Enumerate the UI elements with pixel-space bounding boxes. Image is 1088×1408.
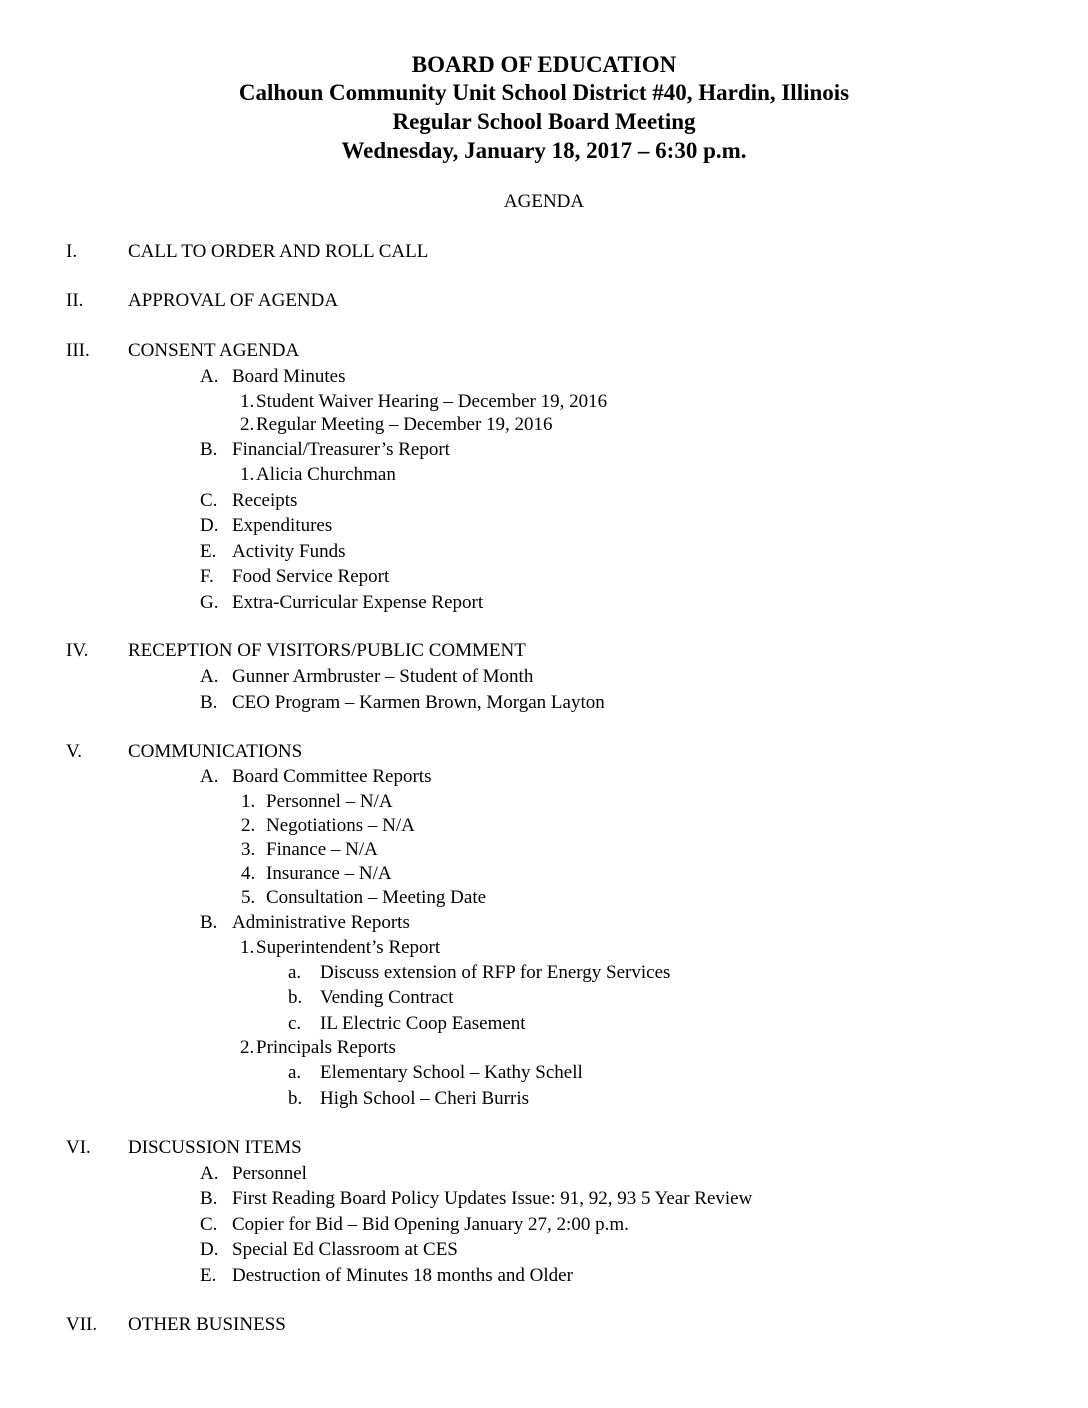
section-title: CONSENT AGENDA <box>128 340 300 361</box>
item-letter: E. <box>200 541 217 562</box>
item-text: Food Service Report <box>232 566 390 587</box>
section-number: VII. <box>66 1314 98 1335</box>
item-letter: C. <box>200 1214 218 1235</box>
item-text: Copier for Bid – Bid Opening January 27, 2:00 p.m. <box>232 1214 629 1235</box>
sub-item-number: 3. <box>241 839 256 860</box>
sub-item-text: Student Waiver Hearing – December 19, 2016 <box>256 391 608 412</box>
item-letter: D. <box>200 515 219 536</box>
item-text: Board Committee Reports <box>232 766 432 787</box>
sub-item-number: 1. <box>240 937 255 958</box>
item-text: Expenditures <box>232 515 333 536</box>
sub-sub-item-text: Vending Contract <box>320 987 454 1008</box>
sub-item-text: Regular Meeting – December 19, 2016 <box>256 414 553 435</box>
section-number: III. <box>66 340 90 361</box>
sub-item-text: Consultation – Meeting Date <box>266 887 487 908</box>
item-text: Gunner Armbruster – Student of Month <box>232 666 534 687</box>
section-title: DISCUSSION ITEMS <box>128 1137 302 1158</box>
meeting-type: Regular School Board Meeting <box>392 109 696 134</box>
section-title: CALL TO ORDER AND ROLL CALL <box>128 241 429 262</box>
sub-item-number: 4. <box>241 863 256 884</box>
meeting-date: Wednesday, January 18, 2017 – 6:30 p.m. <box>341 138 747 163</box>
sub-item-number: 2. <box>241 815 256 836</box>
sub-sub-item-letter: b. <box>288 987 303 1008</box>
item-text: First Reading Board Policy Updates Issue: 91, 92, 93 5 Year Review <box>232 1188 753 1209</box>
item-letter: B. <box>200 1188 218 1209</box>
item-text: Special Ed Classroom at CES <box>232 1239 458 1260</box>
section-title: RECEPTION OF VISITORS/PUBLIC COMMENT <box>128 640 526 661</box>
item-letter: D. <box>200 1239 219 1260</box>
sub-sub-item-text: Elementary School – Kathy Schell <box>320 1062 583 1083</box>
section-number: I. <box>66 241 78 262</box>
sub-item-number: 2. <box>240 1037 255 1058</box>
sub-item-text: Insurance – N/A <box>266 863 392 884</box>
section-title: OTHER BUSINESS <box>128 1314 286 1335</box>
section-number: IV. <box>66 640 89 661</box>
sub-sub-item-letter: a. <box>288 1062 302 1083</box>
sub-sub-item-text: Discuss extension of RFP for Energy Services <box>320 962 671 983</box>
item-text: Administrative Reports <box>232 912 410 933</box>
item-letter: E. <box>200 1265 217 1286</box>
sub-item-text: Negotiations – N/A <box>266 815 415 836</box>
section-title: APPROVAL OF AGENDA <box>128 290 339 311</box>
item-letter: B. <box>200 439 218 460</box>
item-text: Receipts <box>232 490 298 511</box>
item-letter: F. <box>200 566 214 587</box>
sub-sub-item-letter: b. <box>288 1088 303 1109</box>
sub-sub-item-text: IL Electric Coop Easement <box>320 1013 526 1034</box>
district-name: Calhoun Community Unit School District #40, Hardin, Illinois <box>238 80 850 105</box>
sub-sub-item-letter: a. <box>288 962 302 983</box>
section-title: COMMUNICATIONS <box>128 741 303 762</box>
document-title: BOARD OF EDUCATION <box>411 52 677 77</box>
sub-item-text: Finance – N/A <box>266 839 378 860</box>
item-text: CEO Program – Karmen Brown, Morgan Layton <box>232 692 605 713</box>
sub-item-number: 1. <box>240 464 255 485</box>
sub-item-number: 1. <box>240 391 255 412</box>
agenda-heading: AGENDA <box>503 191 585 212</box>
section-number: VI. <box>66 1137 91 1158</box>
item-text: Extra-Curricular Expense Report <box>232 592 484 613</box>
item-letter: A. <box>200 1163 219 1184</box>
sub-sub-item-text: High School – Cheri Burris <box>320 1088 529 1109</box>
section-number: V. <box>66 741 83 762</box>
sub-sub-item-letter: c. <box>288 1013 302 1034</box>
item-letter: A. <box>200 666 219 687</box>
item-letter: B. <box>200 692 218 713</box>
section-number: II. <box>66 290 84 311</box>
sub-item-number: 2. <box>240 414 255 435</box>
item-letter: A. <box>200 366 219 387</box>
item-letter: B. <box>200 912 218 933</box>
item-letter: C. <box>200 490 218 511</box>
item-text: Board Minutes <box>232 366 346 387</box>
sub-item-number: 5. <box>241 887 256 908</box>
item-text: Financial/Treasurer’s Report <box>232 439 450 460</box>
sub-item-text: Principals Reports <box>256 1037 396 1058</box>
sub-item-text: Superintendent’s Report <box>256 937 441 958</box>
item-text: Destruction of Minutes 18 months and Older <box>232 1265 573 1286</box>
item-text: Activity Funds <box>232 541 346 562</box>
item-letter: G. <box>200 592 219 613</box>
item-letter: A. <box>200 766 219 787</box>
sub-item-number: 1. <box>241 791 256 812</box>
sub-item-text: Personnel – N/A <box>266 791 393 812</box>
sub-item-text: Alicia Churchman <box>256 464 396 485</box>
item-text: Personnel <box>232 1163 307 1184</box>
